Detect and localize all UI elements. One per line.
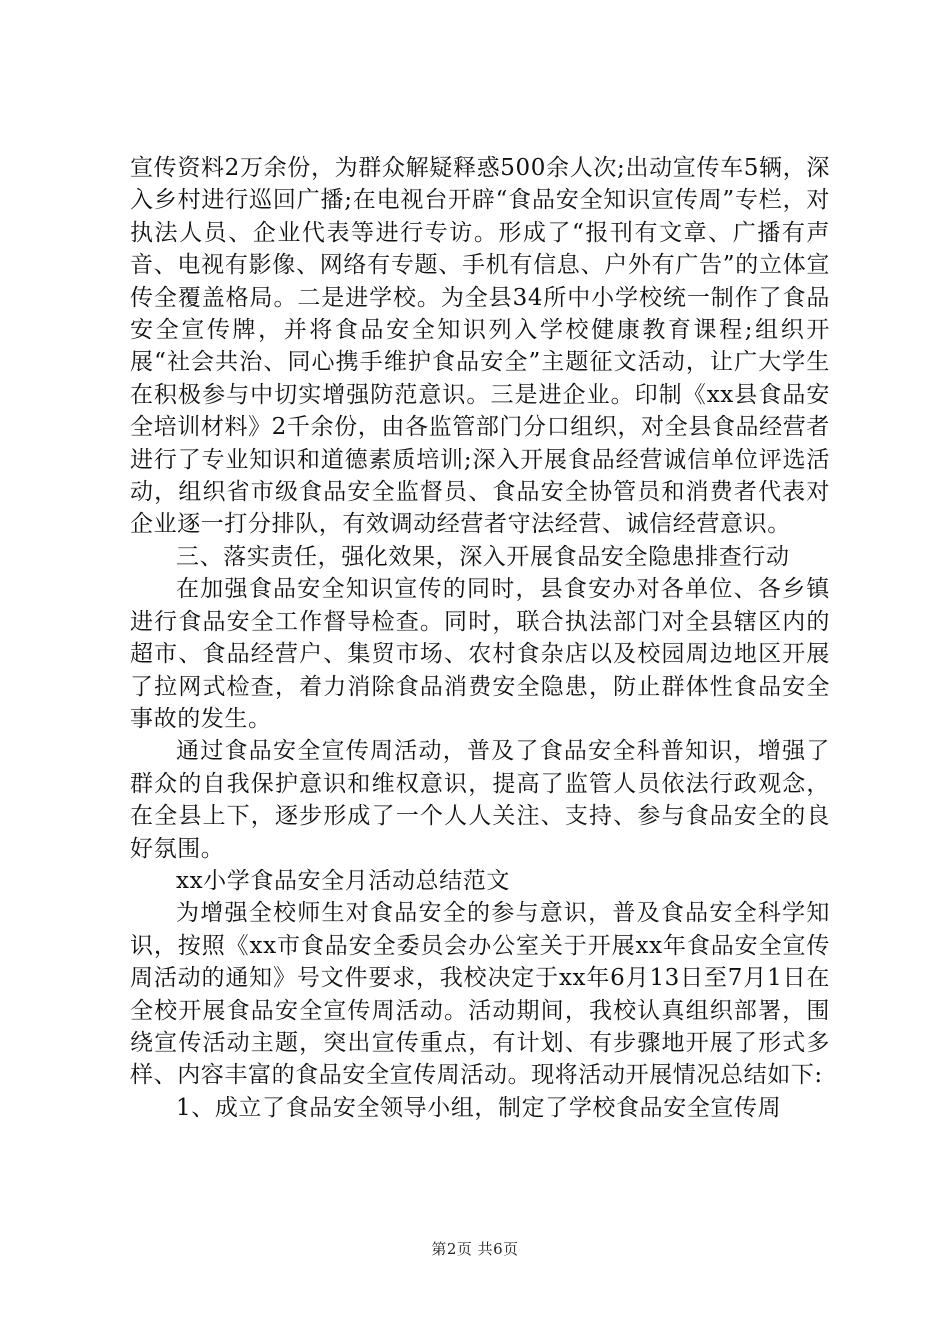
paragraph-inspection: 在加强食品安全知识宣传的同时，县食安办对各单位、各乡镇进行食品安全工作督导检查。同时，联合执法部门对全县辖区内的超市、食品经营户、集贸市场、农村食杂店以及校园周边地区开展了拉网式检查，着力消除食品消费安全隐患，防止群体性食品安全事故的发生。 — [130, 576, 830, 732]
article-title: xx小学食品安全月活动总结范文 — [176, 867, 510, 894]
paragraph-school-intro: 为增强全校师生对食品安全的参与意识，普及食品安全科学知识，按照《xx市食品安全委员会办公室关于开展xx年食品安全宣传周活动的通知》号文件要求，我校决定于xx年6月13日至7月1日在全校开展食品安全宣传周活动。活动期间，我校认真组织部署，围绕宣传活动主题，突出宣传重点，有计划、有步骤地开展了形式多样、内容丰富的食品安全宣传周活动。现将活动开展情况总结如下: — [130, 900, 830, 1089]
document-body — [130, 152, 830, 1124]
paragraph-summary: 通过食品安全宣传周活动，普及了食品安全科普知识，增强了群众的自我保护意识和维权意识，提高了监管人员依法行政观念，在全县上下，逐步形成了一个人人关注、支持、参与食品安全的良好氛围。 — [130, 738, 830, 862]
section-heading-three: 三、落实责任，强化效果，深入开展食品安全隐患排查行动 — [176, 543, 790, 570]
paragraph-item-one: 1、成立了食品安全领导小组，制定了学校食品安全宣传周 — [176, 1094, 782, 1121]
paragraph-continued-publicity: 宣传资料2万余份，为群众解疑释惑500余人次;出动宣传车5辆，深入乡村进行巡回广播;在电视台开辟“食品安全知识宣传周”专栏，对执法人员、企业代表等进行专访。形成了“报刊有文章、广播有声音、电视有影像、网络有专题、手机有信息、户外有广告”的立体宣传全覆盖格局。二是进学校。为全县34所中小学校统一制作了食品安全宣传牌，并将食品安全知识列入学校健康教育课程;组织开展“社会共治、同心携手维护食品安全”主题征文活动，让广大学生在积极参与中切实增强防范意识。三是进企业。印制《xx县食品安全培训材料》2千余份，由各监管部门分口组织，对全县食品经营者进行了专业知识和道德素质培训;深入开展食品经营诚信单位评选活动，组织省市级食品安全监督员、食品安全协管员和消费者代表对企业逐一打分排队，有效调动经营者守法经营、诚信经营意识。 — [130, 155, 830, 538]
page-number-footer: 第2页 共6页 — [431, 1240, 519, 1258]
